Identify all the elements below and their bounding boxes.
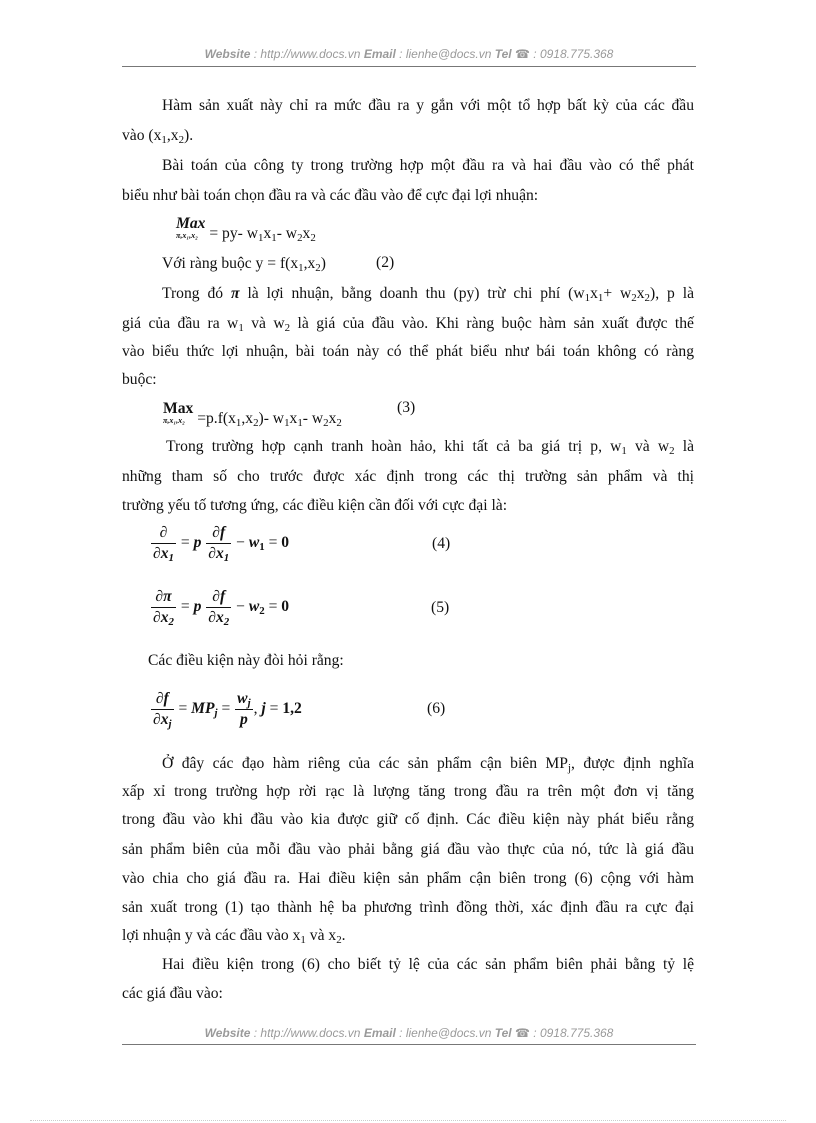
footer-rule	[122, 1044, 696, 1045]
footer-tel-label: Tel	[494, 1026, 512, 1040]
header-website-value: : http://www.docs.vn	[250, 47, 364, 61]
text-line: buộc:	[122, 371, 157, 388]
footer-tel-value: : 0918.775.368	[529, 1026, 614, 1040]
text-line: sản phẩm biên của mỗi đầu vào phải bằng giá đầu vào thực của nó, tức là giá đầu	[122, 841, 694, 858]
phone-icon: ☎	[514, 1026, 530, 1040]
equation-6: $\frac{\partial f}{\partial x_j}$ = $MP_j$ = $\frac{w_j}{p}$ , j = 1,2	[153, 690, 302, 730]
text-line: Với ràng buộc $y = f(x_1,x_2)$	[162, 255, 326, 274]
text-line: trường yếu tố tương ứng, các điều kiện cần đối với cực đại là:	[122, 497, 508, 514]
equation-number-3: (3)	[397, 399, 416, 416]
header-tel-value: : 0918.775.368	[529, 47, 614, 61]
footer-email-value: : lienhe@docs.vn	[395, 1026, 495, 1040]
text-line: giá của đầu ra $w_1$ và $w_2$ là giá của đầu vào. Khi ràng buộc hàm sản xuất được thế	[122, 315, 694, 334]
text-line: Các điều kiện này đòi hỏi rằng:	[148, 652, 344, 669]
equation-number-2: (2)	[376, 254, 395, 271]
text-line: Hai điều kiện trong (6) cho biết tỷ lệ của các sản phẩm biên phải bằng tỷ lệ	[162, 956, 694, 973]
text-line: sản xuất trong (1) tạo thành hệ ba phương trình đồng thời, xác định đầu ra cực đại	[122, 899, 694, 916]
text-line: Bài toán của công ty trong trường hợp một đầu ra và hai đầu vào có thể phát	[162, 157, 694, 174]
text-line: biểu như bài toán chọn đầu ra và các đầu vào để cực đại lợi nhuận:	[122, 187, 539, 204]
equation-number-5: (5)	[431, 599, 450, 616]
equation-1: Max π,x₁,x₂ = py- $w_1x_1-$ $w_2x_2$	[176, 215, 316, 244]
phone-icon: ☎	[514, 47, 530, 61]
equation-3: Max π,x₁,x₂ $=p.f(x_1,x_2)-$ $w_1x_1-$ $w_2x_2$	[163, 400, 342, 429]
text-line: Trong đó π là lợi nhuận, bằng doanh thu (py) trừ chi phí $(w_1x_1+ w_2x_2)$, p là	[162, 285, 694, 304]
equation-number-4: (4)	[432, 535, 451, 552]
equation-number-6: (6)	[427, 700, 446, 717]
footer-website-value: : http://www.docs.vn	[250, 1026, 364, 1040]
page-edge-divider	[30, 1120, 786, 1121]
header-website-label: Website	[204, 47, 251, 61]
text-line: vào chia cho giá đầu ra. Hai điều kiện sản phẩm cận biên trong (6) cộng với hàm	[122, 870, 694, 887]
page-header	[122, 47, 696, 61]
text-line: Trong trường hợp cạnh tranh hoàn hảo, khi tất cả ba giá trị p, $w_1$ và $w_2$ là	[166, 438, 694, 457]
text-line: các giá đầu vào:	[122, 985, 223, 1002]
text-line: những tham số cho trước được xác định trong các thị trường sản phẩm và thị	[122, 468, 694, 485]
text-line: vào $(x_1,x_2)$.	[122, 127, 194, 146]
text-line: Hàm sản xuất này chỉ ra mức đầu ra y gắn với một tổ hợp bất kỳ của các đầu	[162, 97, 694, 114]
header-email-value: : lienhe@docs.vn	[395, 47, 495, 61]
equation-5: $\frac{\partial\pi}{\partial x_2}$ = p $\frac{\partial f}{\partial x_2}$ − $w_2 = 0$	[153, 588, 290, 628]
page-footer	[122, 1026, 696, 1040]
text-line: xấp xỉ trong trường hợp rời rạc là lượng tăng trong đầu ra trên một đơn vị tăng	[122, 783, 694, 800]
footer-email-label: Email	[363, 1026, 396, 1040]
text-line: vào biểu thức lợi nhuận, bài toán này có thể phát biểu như bái toán không có ràng	[122, 343, 694, 360]
header-rule	[122, 66, 696, 67]
header-tel-label: Tel	[494, 47, 512, 61]
text-line: Ở đây các đạo hàm riêng của các sản phẩm cận biên $MP_j$, được định nghĩa	[162, 755, 694, 774]
text-line: lợi nhuận y và các đầu vào $x_1$ và $x_2$.	[122, 927, 346, 946]
equation-4: $\frac{\partial}{\partial x_1}$ = p $\frac{\partial f}{\partial x_1}$ − $w_1 = 0$	[153, 524, 290, 564]
footer-website-label: Website	[204, 1026, 251, 1040]
text-line: trong đầu vào khi đầu vào kia được giữ cố định. Các điều kiện này phát biểu rằng	[122, 811, 694, 828]
header-email-label: Email	[363, 47, 396, 61]
